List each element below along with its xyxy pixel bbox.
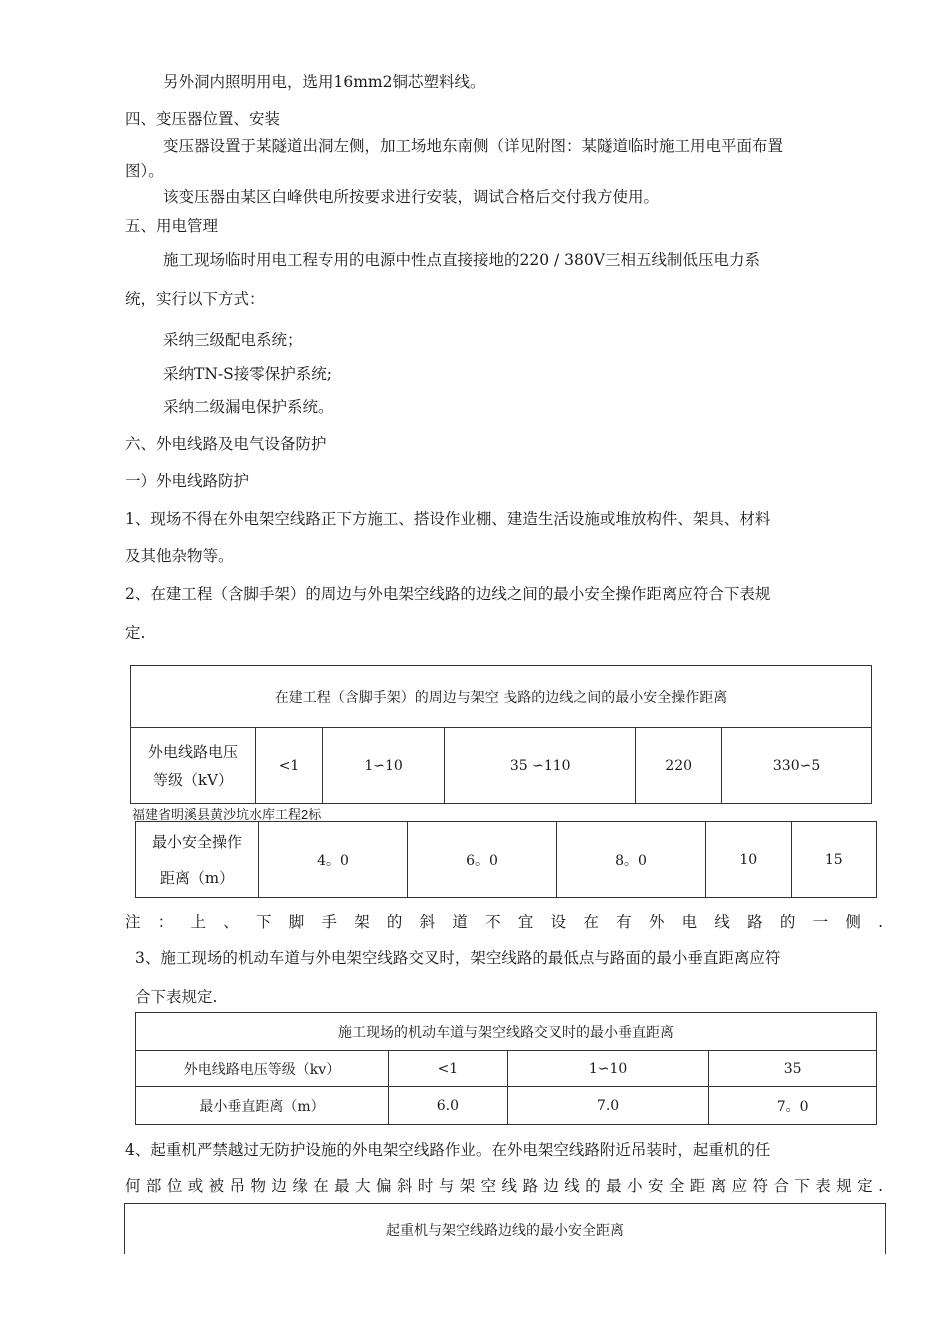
rule-4-line-2: 何部位或被吊物边缘在最大偏斜时与架空线路边线的最小安全距离应符合下表规定. <box>125 1177 883 1195</box>
subheading-external-lines: 一）外电线路防护 <box>125 472 250 490</box>
table2-voltage-cell: 1∽10 <box>507 1051 709 1087</box>
table3-title: 起重机与架空线路边线的最小安全距离 <box>386 1223 624 1239</box>
table2-distance-header: 最小垂直距离（m） <box>136 1087 389 1125</box>
list-item-tns: 采纳TN-S接零保护系统; <box>163 365 332 383</box>
table2-voltage-header: 外电线路电压等级（kv） <box>136 1051 389 1087</box>
heading-power-management: 五、用电管理 <box>125 217 219 235</box>
heading-transformer: 四、变压器位置、安装 <box>125 110 281 128</box>
table1-voltage-header: 外电线路电压等级（kV） <box>131 728 256 804</box>
paragraph-copper-wire: 另外洞内照明用电，选用16mm2铜芯塑料线。 <box>163 73 486 91</box>
table-safe-operating-distance-continued <box>135 821 877 898</box>
paragraph-transformer-location-2: 图）。 <box>125 162 164 180</box>
list-item-three-level: 采纳三级配电系统； <box>163 331 303 349</box>
paragraph-power-system-2: 统，实行以下方式： <box>125 290 265 308</box>
table2-voltage-cell: <1 <box>389 1051 508 1087</box>
heading-external-lines: 六、外电线路及电气设备防护 <box>125 435 327 453</box>
rule-1-line-1: 1、现场不得在外电架空线路正下方施工、搭设作业棚、建造生活设施或堆放构件、架具、材料 <box>125 510 771 528</box>
table2-title: 施工现场的机动车道与架空线路交叉时的最小垂直距离 <box>136 1013 877 1051</box>
table1-voltage-cell: 330∽5 <box>722 728 872 804</box>
table1-voltage-cell: 1∽10 <box>323 728 445 804</box>
paragraph-transformer-install: 该变压器由某区白峰供电所按要求进行安装，调试合格后交付我方使用。 <box>163 188 660 206</box>
table1-distance-cell: 6。0 <box>408 822 557 898</box>
rule-1-line-2: 及其他杂物等。 <box>125 547 234 565</box>
table2-distance-cell: 6.0 <box>389 1087 508 1125</box>
table2-distance-cell: 7.0 <box>507 1087 709 1125</box>
table3-frame <box>124 1203 886 1254</box>
page-caption-project: 福建省明溪县黄沙坑水库工程2标 <box>132 807 322 822</box>
table1-voltage-cell: 220 <box>636 728 722 804</box>
table2-voltage-cell: 35 <box>709 1051 877 1087</box>
table-vertical-distance <box>135 1012 877 1125</box>
rule-3-line-1: 3、施工现场的机动车道与外电架空线路交叉时，架空线路的最低点与路面的最小垂直距离应符 <box>135 949 781 967</box>
rule-3-line-2: 合下表规定. <box>135 988 218 1006</box>
rule-4-line-1: 4、起重机严禁越过无防护设施的外电架空线路作业。在外电架空线路附近吊装时，起重机的任 <box>125 1141 771 1159</box>
note-scaffold-ramp: 注：上、下脚手架的斜道不宜设在有外电线路的一侧. <box>125 913 883 931</box>
table-safe-operating-distance <box>130 665 872 804</box>
table1-voltage-cell: <1 <box>256 728 323 804</box>
table1-distance-cell: 8。0 <box>557 822 706 898</box>
list-item-leakage: 采纳二级漏电保护系统。 <box>163 398 334 416</box>
table1-distance-cell: 10 <box>706 822 791 898</box>
table1-voltage-cell: 35 ∽110 <box>445 728 636 804</box>
table1-distance-cell: 4。0 <box>259 822 408 898</box>
paragraph-power-system-1: 施工现场临时用电工程专用的电源中性点直接接地的220 / 380V三相五线制低压电力系 <box>163 251 760 269</box>
rule-2-line-2: 定. <box>125 624 146 642</box>
table1-distance-header: 最小安全操作距离（m） <box>136 822 259 898</box>
table2-distance-cell: 7。0 <box>709 1087 877 1125</box>
paragraph-transformer-location-1: 变压器设置于某隧道出洞左侧，加工场地东南侧（详见附图：某隧道临时施工用电平面布置 <box>163 137 784 155</box>
rule-2-line-1: 2、在建工程（含脚手架）的周边与外电架空线路的边线之间的最小安全操作距离应符合下表规 <box>125 585 771 603</box>
table1-distance-cell: 15 <box>791 822 876 898</box>
table1-title: 在建工程（含脚手架）的周边与架空 戋路的边线之间的最小安全操作距离 <box>131 666 872 728</box>
